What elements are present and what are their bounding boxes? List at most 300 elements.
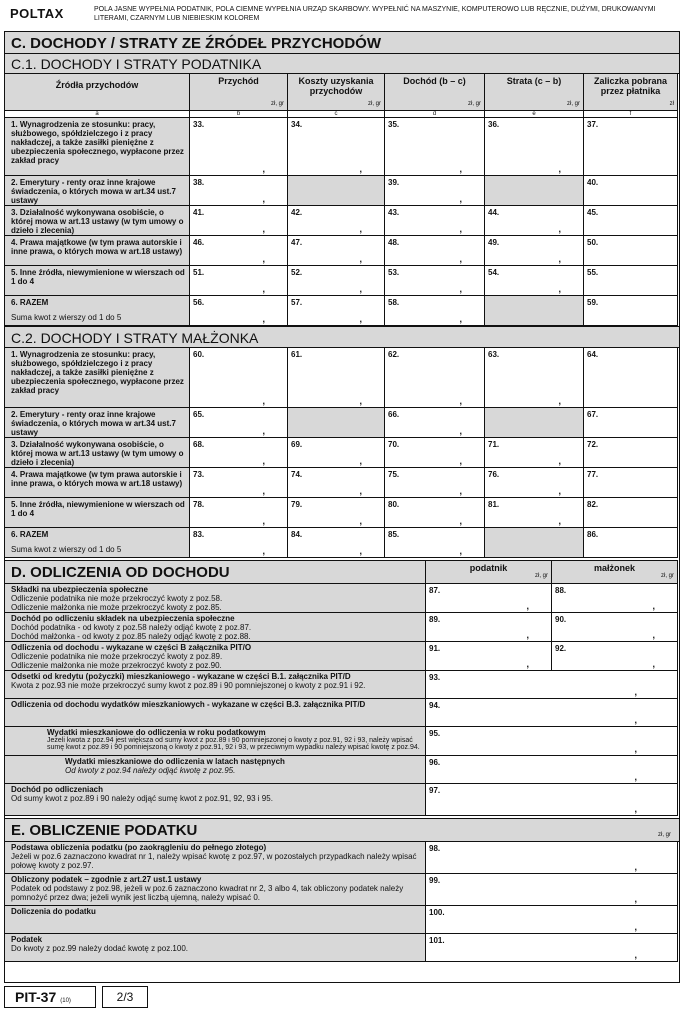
section-e-units: zł, gr [657,832,671,838]
c1-field-48[interactable] [385,236,485,266]
d-field-95[interactable] [426,727,678,756]
c2-row-label-6 [5,528,190,558]
field-number: 47. [291,238,303,247]
column-header-label: Strata (c – b) [506,76,562,86]
c1-field-57[interactable] [288,296,385,326]
c1-field-40[interactable] [584,176,678,206]
field-number: 65. [193,410,205,419]
row-label-text: 2. Emerytury - renty oraz inne krajowe świadczenia, o których mowa w art.34 ust.7 ustawy [11,178,176,205]
decimal-comma: , [459,456,462,466]
field-number: 85. [388,530,400,539]
field-number: 44. [488,208,500,217]
c2-field-65[interactable] [190,408,288,438]
column-header-label: małżonek [593,563,635,573]
decimal-comma: , [359,486,362,496]
c2-row-label-1 [5,348,190,408]
page-number: 2/3 [102,986,148,1008]
e-row-label-2 [5,874,426,906]
row-note: Kwota z poz.93 nie może przekroczyć sumy kwot z poz.89 i 90 pomniejszonej o kwoty z poz.91 i 92. [11,681,366,690]
decimal-comma: , [262,546,265,556]
column-units: zł, gr [467,101,481,107]
field-number: 53. [388,268,400,277]
row-title: Wydatki mieszkaniowe do odliczenia w latach następnych [65,757,285,766]
d-field-97[interactable] [426,784,678,816]
field-number: 41. [193,208,205,217]
column-units: zł, gr [566,101,580,107]
column-letter: e [485,110,583,117]
c1-title [5,54,679,74]
row-title: Obliczony podatek – zgodnie z art.27 ust.1 ustawy [11,875,202,884]
column-header [288,74,385,118]
c2-field-79[interactable] [288,498,385,528]
row-title: Doliczenia do podatku [11,907,96,916]
row-title: Dochód po odliczeniu składek na ubezpieczenia społeczne [11,614,235,623]
field-number: 83. [193,530,205,539]
c2-field-64[interactable] [584,348,678,408]
c1-field-47[interactable] [288,236,385,266]
form-header [4,2,680,32]
section-c-title [5,32,679,54]
decimal-comma: , [359,456,362,466]
e-field-98[interactable] [426,842,678,874]
c2-field-71[interactable] [485,438,584,468]
c2-title [5,326,679,348]
decimal-comma: , [459,314,462,324]
decimal-comma: , [558,456,561,466]
field-number: 60. [193,350,205,359]
decimal-comma: , [634,950,637,960]
c2-row-label-5 [5,498,190,528]
row-note: Od sumy kwot z poz.89 i 90 należy odjąć sumę kwot z poz.91, 92, 93 i 95. [11,794,273,803]
column-units: zł, gr [660,573,674,579]
row-label-text: 4. Prawa majątkowe (w tym prawa autorskie i inne prawa, o których mowa w art.18 ustawy) [11,238,183,256]
column-units: zł, gr [367,101,381,107]
row-label-text: 3. Działalność wykonywana osobiście, o której mowa w art.13 ustawy (w tym umowy o dzieło i zlecenia) [11,208,184,235]
row-label-text: 2. Emerytury - renty oraz inne krajowe świadczenia, o których mowa w art.34 ust.7 ustawy [11,410,176,437]
d-row-label-2 [5,613,426,642]
decimal-comma: , [634,772,637,782]
c1-field-55[interactable] [584,266,678,296]
field-number: 91. [429,644,441,653]
field-number: 82. [587,500,599,509]
row-title: Odliczenia od dochodu wydatków mieszkaniowych - wykazane w części B.3. załącznika PIT/D [11,700,366,709]
field-number: 94. [429,701,441,710]
c1-row-label-1 [5,118,190,176]
d-field-94[interactable] [426,699,678,727]
column-header-label: Przychód [218,76,259,86]
d-row-label-1 [5,584,426,613]
d-row-label-4 [5,671,426,699]
c2-field-75[interactable] [385,468,485,498]
row-note: Podatek od podstawy z poz.98, jeżeli w poz.6 zaznaczono kwadrat nr 2, 3 albo 4, tak obliczony podatek należy pomnożyć przez dwa; jeżeli wynik jest liczbą ujemną, należy wpisać 0. [11,884,404,902]
c2-field-72[interactable] [584,438,678,468]
d-row-label-7 [5,756,426,784]
row-title: Podatek [11,935,43,944]
decimal-comma: , [634,687,637,697]
column-header-label: Źródła przychodów [55,80,139,90]
c1-row-label-4 [5,236,190,266]
decimal-comma: , [359,164,362,174]
decimal-comma: , [652,601,655,611]
field-number: 74. [291,470,303,479]
decimal-comma: , [558,224,561,234]
decimal-comma: , [359,516,362,526]
c2-field-82[interactable] [584,498,678,528]
decimal-comma: , [558,254,561,264]
field-number: 67. [587,410,599,419]
column-letter: c [288,110,384,117]
field-number: 80. [388,500,400,509]
column-header [485,74,584,118]
decimal-comma: , [652,659,655,669]
decimal-comma: , [262,284,265,294]
decimal-comma: , [262,486,265,496]
field-number: 56. [193,298,205,307]
c2-title-text: C.2. DOCHODY I STRATY MAŁŻONKA [11,330,259,346]
c1-field-38[interactable] [190,176,288,206]
field-number: 59. [587,298,599,307]
row-note: Odliczenie podatnika nie może przekroczyć kwoty z poz.58. [11,594,223,603]
c1-field-51[interactable] [190,266,288,296]
decimal-comma: , [459,396,462,406]
field-number: 78. [193,500,205,509]
field-number: 99. [429,876,441,885]
decimal-comma: , [634,744,637,754]
c2-field-66[interactable] [385,408,485,438]
disabled-cell [288,408,385,438]
d-row-label-6 [5,727,426,756]
row-note: Dochód podatnika - od kwoty z poz.58 należy odjąć kwotę z poz.87. [11,623,252,632]
pit37-page [4,31,680,983]
row-label-text: 3. Działalność wykonywana osobiście, o której mowa w art.13 ustawy (w tym umowy o dzieło i zlecenia) [11,440,184,467]
field-number: 37. [587,120,599,129]
field-number: 38. [193,178,205,187]
field-number: 55. [587,268,599,277]
d-field-87[interactable] [426,584,552,613]
decimal-comma: , [459,164,462,174]
decimal-comma: , [634,804,637,814]
field-number: 76. [488,470,500,479]
field-number: 73. [193,470,205,479]
section-e-title [5,818,679,842]
decimal-comma: , [359,284,362,294]
decimal-comma: , [359,254,362,264]
field-number: 39. [388,178,400,187]
decimal-comma: , [634,862,637,872]
row-note: Odliczenie małżonka nie może przekroczyć kwoty z poz.90. [11,661,222,670]
field-number: 84. [291,530,303,539]
c2-field-83[interactable] [190,528,288,558]
c1-field-36[interactable] [485,118,584,176]
row-sublabel: Suma kwot z wierszy od 1 do 5 [11,545,122,554]
c2-field-70[interactable] [385,438,485,468]
c1-field-42[interactable] [288,206,385,236]
field-number: 79. [291,500,303,509]
decimal-comma: , [359,396,362,406]
row-title: Dochód po odliczeniach [11,785,104,794]
c2-field-80[interactable] [385,498,485,528]
section-d-col-col_malzonek [552,560,678,584]
row-note: Odliczenie małżonka nie może przekroczyć kwoty z poz.85. [11,603,222,612]
row-note: Odliczenie podatnika nie może przekroczyć kwoty z poz.89. [11,652,223,661]
column-header-label: Dochód (b – c) [403,76,466,86]
column-units: zł [669,101,674,107]
column-header-label: podatnik [469,563,508,573]
c1-field-37[interactable] [584,118,678,176]
field-number: 77. [587,470,599,479]
row-label-text: 4. Prawa majątkowe (w tym prawa autorskie i inne prawa, o których mowa w art.18 ustawy) [11,470,183,488]
field-number: 40. [587,178,599,187]
field-number: 81. [488,500,500,509]
field-number: 35. [388,120,400,129]
field-number: 71. [488,440,500,449]
field-number: 45. [587,208,599,217]
c1-title-text: C.1. DOCHODY I STRATY PODATNIKA [11,56,262,72]
c1-field-39[interactable] [385,176,485,206]
field-number: 92. [555,644,567,653]
c2-row-label-4 [5,468,190,498]
disabled-cell [485,176,584,206]
field-number: 63. [488,350,500,359]
d-row-label-5 [5,699,426,727]
section-d-col-col_podatnik [426,560,552,584]
c1-field-43[interactable] [385,206,485,236]
c2-field-84[interactable] [288,528,385,558]
column-letter: f [584,110,677,117]
decimal-comma: , [652,630,655,640]
field-number: 101. [429,936,445,945]
row-label-text: 5. Inne źródła, niewymienione w wierszach od 1 do 4 [11,500,185,518]
row-label-text: 5. Inne źródła, niewymienione w wierszach od 1 do 4 [11,268,185,286]
decimal-comma: , [459,224,462,234]
column-units: zł, gr [534,573,548,579]
c2-field-61[interactable] [288,348,385,408]
d-row-label-8 [5,784,426,816]
c1-field-58[interactable] [385,296,485,326]
decimal-comma: , [262,516,265,526]
decimal-comma: , [526,659,529,669]
field-number: 48. [388,238,400,247]
c1-row-label-3 [5,206,190,236]
e-row-label-1 [5,842,426,874]
brand-logo: POLTAX [10,6,64,21]
field-number: 58. [388,298,400,307]
c2-field-74[interactable] [288,468,385,498]
field-number: 98. [429,844,441,853]
c2-field-78[interactable] [190,498,288,528]
field-number: 87. [429,586,441,595]
c1-field-49[interactable] [485,236,584,266]
d-field-96[interactable] [426,756,678,784]
decimal-comma: , [262,224,265,234]
field-number: 69. [291,440,303,449]
field-number: 96. [429,758,441,767]
field-number: 42. [291,208,303,217]
field-number: 70. [388,440,400,449]
disabled-cell [485,296,584,326]
decimal-comma: , [262,426,265,436]
row-title: Odliczenia od dochodu - wykazane w części B załącznika PIT/O [11,643,252,652]
c2-field-85[interactable] [385,528,485,558]
field-number: 51. [193,268,205,277]
column-header-label: Koszty uzyskania przychodów [298,76,374,96]
decimal-comma: , [262,314,265,324]
field-number: 54. [488,268,500,277]
decimal-comma: , [634,715,637,725]
section-c-title-text: C. DOCHODY / STRATY ZE ŹRÓDEŁ PRZYCHODÓW [11,35,382,52]
field-number: 93. [429,673,441,682]
c2-field-86[interactable] [584,528,678,558]
row-sublabel: Suma kwot z wierszy od 1 do 5 [11,313,122,322]
field-number: 68. [193,440,205,449]
d-field-93[interactable] [426,671,678,699]
e-row-label-4 [5,934,426,962]
row-title: Składki na ubezpieczenia społeczne [11,585,148,594]
row-note: Jeżeli kwota z poz.94 jest większa od sumy kwot z poz.89 i 90 pomniejszonej o kwoty z poz.91, 92 i 93, należy wpisać sumę kwot z poz.89 i 90 pomniejszoną o kwoty z poz.91, 92 i 93, w przeciwnym wypadku należy wpisać kwotę z poz.94. [47,737,420,751]
decimal-comma: , [359,224,362,234]
field-number: 43. [388,208,400,217]
field-number: 50. [587,238,599,247]
decimal-comma: , [459,546,462,556]
c1-field-44[interactable] [485,206,584,236]
c2-field-60[interactable] [190,348,288,408]
field-number: 52. [291,268,303,277]
c1-row-label-2 [5,176,190,206]
column-letter: a [5,110,189,117]
decimal-comma: , [558,284,561,294]
decimal-comma: , [634,894,637,904]
disabled-cell [485,408,584,438]
c1-row-label-6 [5,296,190,326]
row-label-text: 6. RAZEM [11,530,49,539]
column-header-label: Zaliczka pobrana przez płatnika [593,76,668,96]
row-label-text: 1. Wynagrodzenia ze stosunku: pracy, służbowego, spółdzielczego i z pracy nakładczej, a także zasiłki pieniężne z ubezpieczenia społecznego, wypłacone przez zakład pracy [11,350,184,395]
c1-row-label-5 [5,266,190,296]
e-field-100[interactable] [426,906,678,934]
d-field-92[interactable] [552,642,678,671]
c1-field-50[interactable] [584,236,678,266]
c1-field-52[interactable] [288,266,385,296]
field-number: 61. [291,350,303,359]
decimal-comma: , [459,426,462,436]
field-number: 97. [429,786,441,795]
decimal-comma: , [558,516,561,526]
c2-field-69[interactable] [288,438,385,468]
field-number: 90. [555,615,567,624]
column-letter: d [385,110,484,117]
e-row-label-3 [5,906,426,934]
form-code: PIT-37 (10) [4,986,96,1008]
c2-field-77[interactable] [584,468,678,498]
field-number: 88. [555,586,567,595]
c2-field-67[interactable] [584,408,678,438]
decimal-comma: , [359,546,362,556]
c1-field-53[interactable] [385,266,485,296]
field-number: 46. [193,238,205,247]
decimal-comma: , [526,630,529,640]
e-field-99[interactable] [426,874,678,906]
decimal-comma: , [558,486,561,496]
field-number: 62. [388,350,400,359]
field-number: 57. [291,298,303,307]
c2-field-63[interactable] [485,348,584,408]
row-label-text: 6. RAZEM [11,298,49,307]
c1-field-34[interactable] [288,118,385,176]
d-field-90[interactable] [552,613,678,642]
row-title: Podstawa obliczenia podatku (po zaokrągleniu do pełnego złotego) [11,843,267,852]
decimal-comma: , [558,164,561,174]
field-number: 33. [193,120,205,129]
decimal-comma: , [262,396,265,406]
decimal-comma: , [459,284,462,294]
field-number: 34. [291,120,303,129]
c1-field-35[interactable] [385,118,485,176]
column-units: zł, gr [270,101,284,107]
column-header [5,74,190,118]
c1-field-41[interactable] [190,206,288,236]
row-note: Jeżeli w poz.6 zaznaczono kwadrat nr 1, należy wpisać kwotę z poz.97, w pozostałych przypadkach należy wpisać połowę kwoty z poz.97. [11,852,417,870]
decimal-comma: , [459,516,462,526]
row-note: Od kwoty z poz.94 należy odjąć kwotę z poz.95. [65,766,236,775]
e-field-101[interactable] [426,934,678,962]
c2-field-81[interactable] [485,498,584,528]
decimal-comma: , [459,254,462,264]
field-number: 75. [388,470,400,479]
decimal-comma: , [558,396,561,406]
c1-field-45[interactable] [584,206,678,236]
section-e-title-text: E. OBLICZENIE PODATKU [11,822,198,839]
decimal-comma: , [634,922,637,932]
decimal-comma: , [526,601,529,611]
d-field-89[interactable] [426,613,552,642]
field-number: 36. [488,120,500,129]
decimal-comma: , [262,164,265,174]
c1-field-46[interactable] [190,236,288,266]
decimal-comma: , [359,314,362,324]
row-title: Odsetki od kredytu (pożyczki) mieszkaniowego - wykazane w części B.1. załącznika PIT/D [11,672,351,681]
d-field-88[interactable] [552,584,678,613]
field-number: 89. [429,615,441,624]
c1-field-33[interactable] [190,118,288,176]
decimal-comma: , [262,456,265,466]
field-number: 95. [429,729,441,738]
c2-row-label-2 [5,408,190,438]
d-row-label-3 [5,642,426,671]
c1-field-59[interactable] [584,296,678,326]
decimal-comma: , [262,194,265,204]
c2-field-68[interactable] [190,438,288,468]
c1-field-54[interactable] [485,266,584,296]
column-header [584,74,678,118]
c2-field-76[interactable] [485,468,584,498]
decimal-comma: , [459,194,462,204]
column-letter: b [190,110,287,117]
disabled-cell [485,528,584,558]
decimal-comma: , [262,254,265,264]
disabled-cell [288,176,385,206]
field-number: 64. [587,350,599,359]
field-number: 49. [488,238,500,247]
row-note: Do kwoty z poz.99 należy dodać kwotę z poz.100. [11,944,188,953]
field-number: 86. [587,530,599,539]
d-field-91[interactable] [426,642,552,671]
c2-field-62[interactable] [385,348,485,408]
c2-field-73[interactable] [190,468,288,498]
c2-row-label-3 [5,438,190,468]
column-header [385,74,485,118]
c1-field-56[interactable] [190,296,288,326]
decimal-comma: , [459,486,462,496]
